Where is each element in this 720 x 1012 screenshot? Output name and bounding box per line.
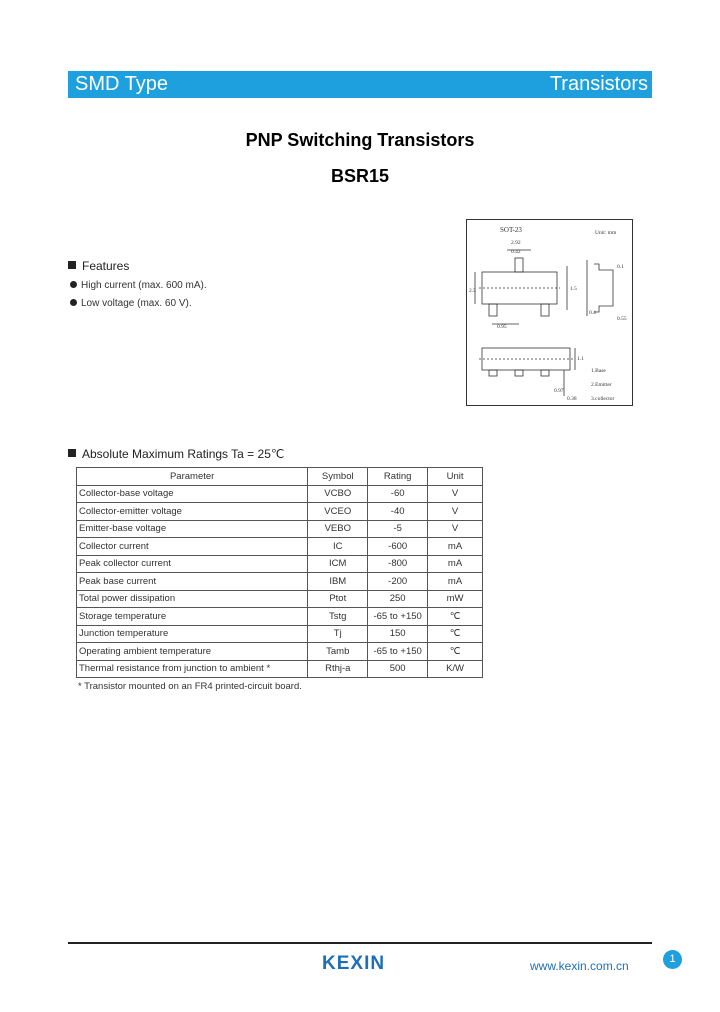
bullet-dot-icon xyxy=(70,281,77,288)
table-row xyxy=(77,538,483,556)
dim-d: 1.5 xyxy=(570,286,577,292)
column-header: Rating xyxy=(368,468,428,486)
dim-f: 0.1 xyxy=(617,264,624,270)
unit-cell: mW xyxy=(428,590,483,608)
dim-i: 0.97 xyxy=(554,388,564,394)
symbol-cell: IBM xyxy=(308,573,368,591)
parameter-cell: Thermal resistance from junction to ambient * xyxy=(77,660,308,678)
parameter-cell: Emitter-base voltage xyxy=(77,520,308,538)
feature-text: Low voltage (max. 60 V). xyxy=(81,298,192,309)
rating-cell: -40 xyxy=(368,503,428,521)
dim-a: 2.92 xyxy=(511,240,521,246)
header-banner xyxy=(68,71,652,98)
table-row xyxy=(77,643,483,661)
unit-cell: ℃ xyxy=(428,643,483,661)
column-header: Parameter xyxy=(77,468,308,486)
footer-url[interactable]: www.kexin.com.cn xyxy=(530,959,629,973)
kexin-logo: KEXIN xyxy=(322,953,386,974)
dim-c: 2.5 xyxy=(469,288,476,294)
table-footnote: * Transistor mounted on an FR4 printed-circuit board. xyxy=(78,681,302,692)
package-unit: Unit: mm xyxy=(595,230,617,236)
parameter-cell: Collector-emitter voltage xyxy=(77,503,308,521)
parameter-cell: Total power dissipation xyxy=(77,590,308,608)
symbol-cell: VCEO xyxy=(308,503,368,521)
unit-cell: V xyxy=(428,485,483,503)
symbol-cell: Tj xyxy=(308,625,368,643)
symbol-cell: Rthj-a xyxy=(308,660,368,678)
dim-e: 0.95 xyxy=(497,324,507,330)
package-drawing xyxy=(466,219,633,406)
bullet-dot-icon xyxy=(70,299,77,306)
parameter-cell: Collector current xyxy=(77,538,308,556)
symbol-cell: VCBO xyxy=(308,485,368,503)
unit-cell: K/W xyxy=(428,660,483,678)
unit-cell: ℃ xyxy=(428,625,483,643)
feature-item xyxy=(70,280,207,291)
table-row xyxy=(77,555,483,573)
features-heading xyxy=(68,259,129,273)
parameter-cell: Peak base current xyxy=(77,573,308,591)
table-row xyxy=(77,503,483,521)
parameter-cell: Operating ambient temperature xyxy=(77,643,308,661)
table-body xyxy=(77,485,483,678)
table-row xyxy=(77,660,483,678)
rating-cell: -60 xyxy=(368,485,428,503)
parameter-cell: Junction temperature xyxy=(77,625,308,643)
symbol-cell: IC xyxy=(308,538,368,556)
symbol-cell: Ptot xyxy=(308,590,368,608)
ratings-heading xyxy=(68,447,284,461)
symbol-cell: ICM xyxy=(308,555,368,573)
symbol-cell: Tamb xyxy=(308,643,368,661)
unit-cell: V xyxy=(428,520,483,538)
dim-b: 0.42 xyxy=(511,249,521,255)
parameter-cell: Collector-base voltage xyxy=(77,485,308,503)
dim-j: 1.1 xyxy=(577,356,584,362)
feature-text: High current (max. 600 mA). xyxy=(81,280,207,291)
parameter-cell: Storage temperature xyxy=(77,608,308,626)
feature-item xyxy=(70,298,192,309)
rating-cell: -200 xyxy=(368,573,428,591)
rating-cell: 500 xyxy=(368,660,428,678)
pin-label: 2.Emitter xyxy=(591,382,612,388)
page-title: PNP Switching Transistors xyxy=(245,130,475,150)
column-header: Unit xyxy=(428,468,483,486)
ratings-heading-text: Absolute Maximum Ratings Ta = 25℃ xyxy=(82,447,285,461)
pin-label: 1.Base xyxy=(591,368,606,374)
header-left: SMD Type xyxy=(75,73,168,95)
rating-cell: -5 xyxy=(368,520,428,538)
column-header: Symbol xyxy=(308,468,368,486)
symbol-cell: Tstg xyxy=(308,608,368,626)
header-right: Transistors xyxy=(549,73,648,95)
table-header-row xyxy=(77,468,483,486)
rating-cell: 150 xyxy=(368,625,428,643)
ratings-table xyxy=(76,467,483,678)
footer-rule xyxy=(68,942,652,944)
page-number-badge: 1 xyxy=(663,950,682,969)
pin-label: 3.collector xyxy=(591,396,615,402)
table-row xyxy=(77,573,483,591)
symbol-cell: VEBO xyxy=(308,520,368,538)
table-row xyxy=(77,590,483,608)
package-name: SOT-23 xyxy=(500,226,522,234)
dim-k: 0.38 xyxy=(567,396,577,402)
part-number: BSR15 xyxy=(330,166,390,186)
rating-cell: -800 xyxy=(368,555,428,573)
unit-cell: mA xyxy=(428,538,483,556)
table-row xyxy=(77,520,483,538)
square-bullet-icon xyxy=(68,449,76,457)
table-row xyxy=(77,485,483,503)
rating-cell: -65 to +150 xyxy=(368,608,428,626)
table-row xyxy=(77,608,483,626)
square-bullet-icon xyxy=(68,261,76,269)
features-heading-text: Features xyxy=(82,259,130,273)
unit-cell: mA xyxy=(428,573,483,591)
unit-cell: V xyxy=(428,503,483,521)
rating-cell: -65 to +150 xyxy=(368,643,428,661)
package-outline-drawing xyxy=(467,220,632,405)
rating-cell: -600 xyxy=(368,538,428,556)
dim-h: 0.55 xyxy=(617,316,627,322)
dim-g: 0.4 xyxy=(589,310,596,316)
unit-cell: ℃ xyxy=(428,608,483,626)
parameter-cell: Peak collector current xyxy=(77,555,308,573)
rating-cell: 250 xyxy=(368,590,428,608)
table-row xyxy=(77,625,483,643)
unit-cell: mA xyxy=(428,555,483,573)
